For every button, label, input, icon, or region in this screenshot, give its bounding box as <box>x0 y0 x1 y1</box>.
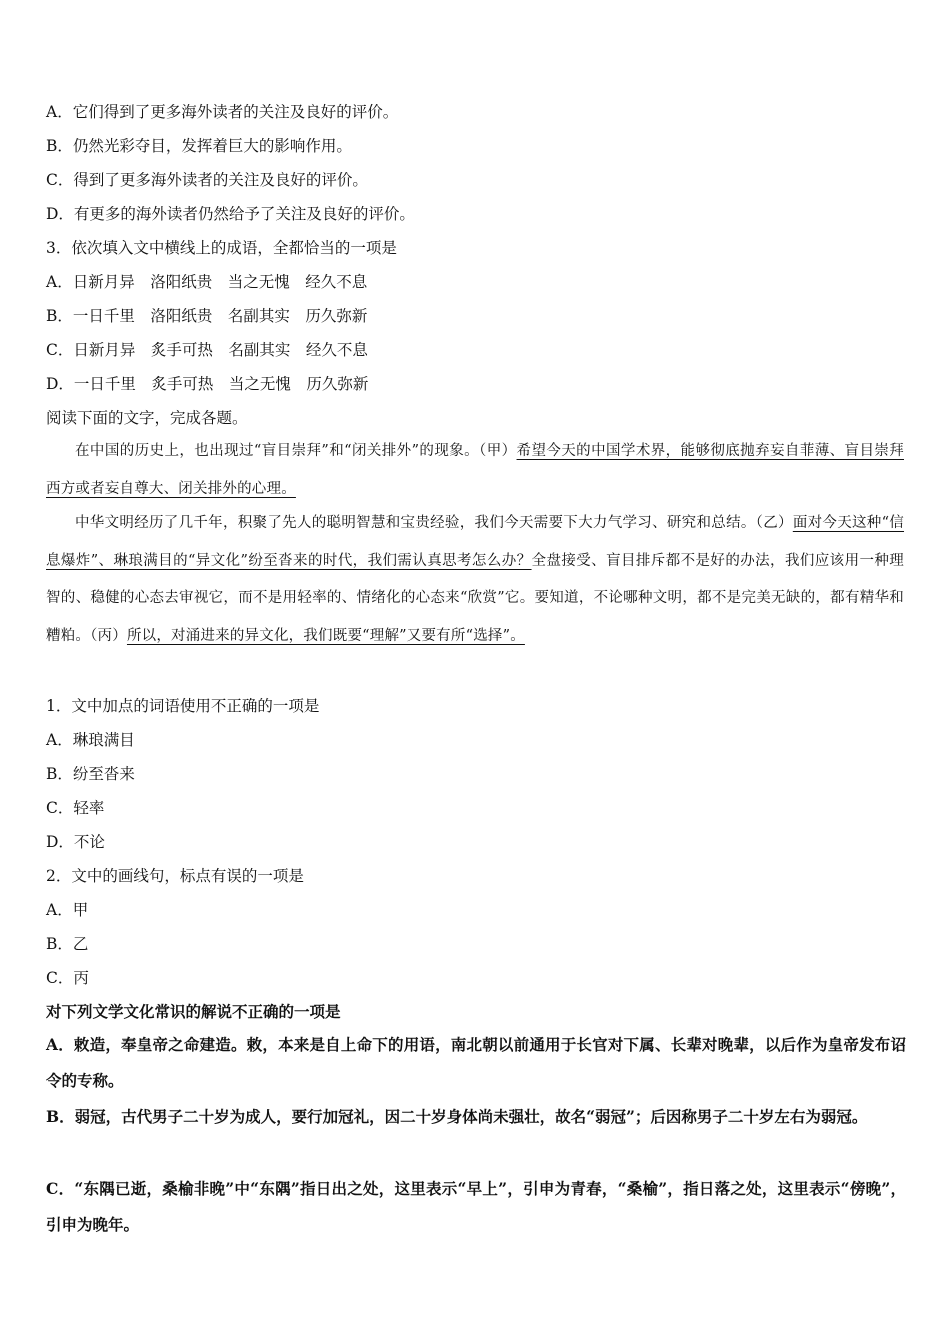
passage-paragraph-1 <box>46 433 904 508</box>
culture-question-stem: 对下列文学文化常识的解说不正确的一项是 <box>46 1002 341 1021</box>
q2-stem: 2．文中的画线句，标点有误的一项是 <box>46 867 304 885</box>
q2-option-a: A．甲 <box>46 901 89 919</box>
q2-option-b: B．乙 <box>46 935 89 953</box>
prev-option-d: D．有更多的海外读者仍然给予了关注及良好的评价。 <box>46 205 415 223</box>
passage-paragraph-2 <box>46 505 904 655</box>
passage-p1-text: 在中国的历史上，也出现过“盲目崇拜”和“闭关排外”的现象。（甲） <box>75 443 517 459</box>
passage-p2-text: 中华文明经历了几千年，积聚了先人的聪明智慧和宝贵经验，我们今天需要下大力气学习、研究和总结。（乙） <box>75 515 793 531</box>
q3-option-c: C．日新月异 炙手可热 名副其实 经久不息 <box>46 341 368 359</box>
q3-option-b: B．一日千里 洛阳纸贵 名副其实 历久弥新 <box>46 307 368 325</box>
passage-p2-text-2: 全盘接受、盲目排斥都不是好的办法，我们应该用一种理智的、稳健的心态去审视它，而不是用轻率的、情绪化的心态来“欣赏”它。要知道，不论哪种文明，都不是完美无缺的，都有精华和糟粕。（丙） <box>46 552 904 644</box>
q3-option-a: A．日新月异 洛阳纸贵 当之无愧 经久不息 <box>46 273 368 291</box>
underlined-sentence-yi: 面对今天这种“信息爆炸”、琳琅满目的“异文化”纷至沓来的时代，我们需认真思考怎么办？ <box>46 515 905 569</box>
prev-option-c: C．得到了更多海外读者的关注及良好的评价。 <box>46 171 368 189</box>
q1-option-a: A．琳琅满目 <box>46 731 135 749</box>
prev-option-a: A．它们得到了更多海外读者的关注及良好的评价。 <box>46 103 399 121</box>
culture-option-c: C．“东隅已逝，桑榆非晚”中“东隅”指日出之处，这里表示“早上”，引申为青春，“桑榆”，指日落之处，这里表示“傍晚”，引申为晚年。 <box>46 1179 906 1234</box>
q1-stem: 1．文中加点的词语使用不正确的一项是 <box>46 697 320 715</box>
q3-option-d: D．一日千里 炙手可热 当之无愧 历久弥新 <box>46 375 369 393</box>
underlined-sentence-jia: 希望今天的中国学术界，能够彻底抛弃妄自菲薄、盲目崇拜西方或者妄自尊大、闭关排外的心理。 <box>46 443 904 497</box>
q1-option-b: B．纷至沓来 <box>46 765 135 783</box>
culture-option-a: A．敕造，奉皇帝之命建造。敕，本来是自上命下的用语，南北朝以前通用于长官对下属、长辈对晚辈，以后作为皇帝发布诏令的专称。 <box>46 1035 906 1090</box>
reading-intro: 阅读下面的文字，完成各题。 <box>46 409 248 427</box>
q3-stem: 3．依次填入文中横线上的成语，全都恰当的一项是 <box>46 239 397 257</box>
prev-option-b: B．仍然光彩夺目，发挥着巨大的影响作用。 <box>46 137 352 155</box>
q1-option-d: D．不论 <box>46 833 105 851</box>
culture-option-b: B．弱冠，古代男子二十岁为成人，要行加冠礼，因二十岁身体尚未强壮，故名“弱冠”；后因称男子二十岁左右为弱冠。 <box>46 1107 868 1126</box>
q2-option-c: C．丙 <box>46 969 89 987</box>
q1-option-c: C．轻率 <box>46 799 105 817</box>
underlined-sentence-bing: 所以，对涌进来的异文化，我们既要“理解”又要有所“选择”。 <box>126 627 525 644</box>
